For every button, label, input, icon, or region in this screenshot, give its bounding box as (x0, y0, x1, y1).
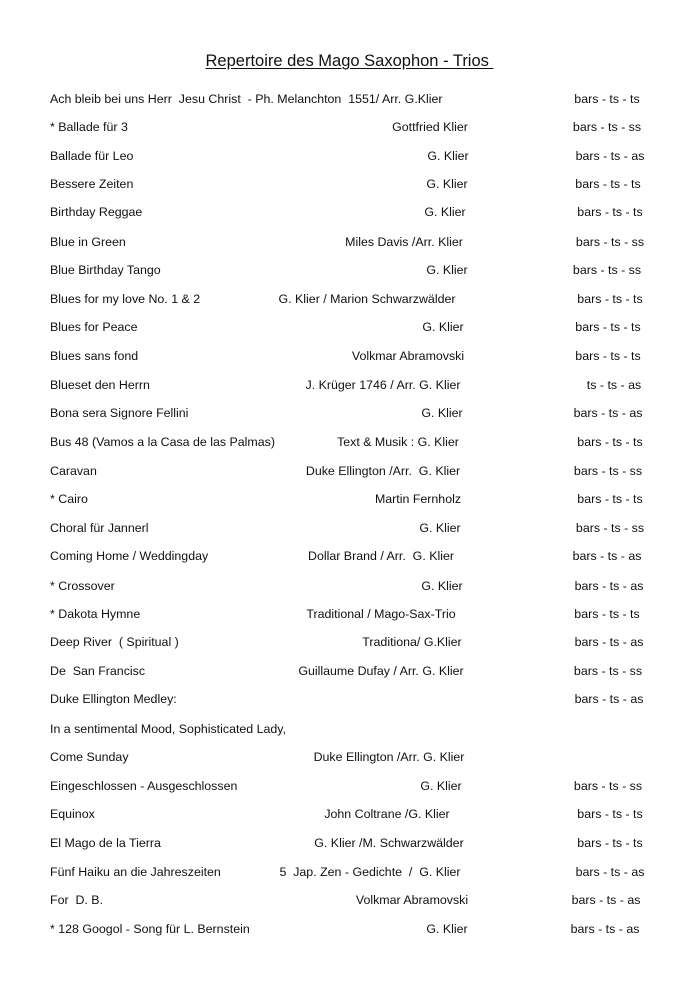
piece-title: Duke Ellington Medley: (50, 692, 177, 706)
instrumentation: bars - ts - ss (573, 464, 643, 478)
repertoire-row (0, 662, 699, 680)
piece-title: Choral für Jannerl (50, 521, 149, 535)
composer-arranger: J. Krüger 1746 / Arr. G. Klier (305, 378, 461, 392)
instrumentation: bars - ts - ts (574, 92, 640, 106)
composer-arranger: Traditional / Mago-Sax-Trio (306, 607, 456, 621)
instrumentation: bars - ts - ts (577, 205, 643, 219)
piece-title: Blues sans fond (50, 349, 139, 363)
repertoire-row (0, 605, 699, 623)
composer-arranger: Duke Ellington /Arr. G. Klier (313, 750, 465, 764)
instrumentation: bars - ts - as (570, 922, 640, 936)
composer-arranger: G. Klier (420, 779, 462, 793)
composer-arranger: Martin Fernholz (374, 492, 462, 506)
instrumentation: bars - ts - ts (577, 836, 643, 850)
composer-arranger: Gottfried Klier (392, 120, 468, 134)
composer-arranger: Guillaume Dufay / Arr. G. Klier (298, 664, 464, 678)
piece-title: Come Sunday (50, 750, 129, 764)
composer-arranger: Volkmar Abramovski (351, 349, 465, 363)
repertoire-row (0, 577, 699, 595)
instrumentation: bars - ts - as (575, 865, 645, 879)
repertoire-row (0, 834, 699, 852)
instrumentation: bars - ts - as (574, 692, 644, 706)
instrumentation: bars - ts - ts (575, 320, 641, 334)
piece-title: Ach bleib bei uns Herr Jesu Christ - Ph. Melanchton 1551/ Arr. G.Klier (50, 92, 443, 106)
instrumentation: bars - ts - as (573, 406, 643, 420)
repertoire-row (0, 118, 699, 136)
piece-title: For D. B. (50, 893, 104, 907)
piece-title: * Dakota Hymne (50, 607, 141, 621)
composer-arranger: Traditiona/ G.Klier (362, 635, 462, 649)
repertoire-row (0, 347, 699, 365)
piece-title: Blue Birthday Tango (50, 263, 161, 277)
piece-title: Bus 48 (Vamos a la Casa de las Palmas) (50, 435, 275, 449)
repertoire-row (0, 290, 699, 308)
piece-title: Birthday Reggae (50, 205, 143, 219)
piece-title: Blueset den Herrn (50, 378, 150, 392)
composer-arranger: John Coltrane /G. Klier (324, 807, 450, 821)
composer-arranger: Miles Davis /Arr. Klier (345, 235, 463, 249)
repertoire-row (0, 891, 699, 909)
composer-arranger: Volkmar Abramovski (355, 893, 469, 907)
composer-arranger: G. Klier /M. Schwarzwälder (314, 836, 464, 850)
repertoire-row (0, 490, 699, 508)
instrumentation: bars - ts - ss (572, 263, 642, 277)
instrumentation: bars - ts - ss (575, 235, 645, 249)
composer-arranger: G. Klier (421, 406, 463, 420)
piece-title: Equinox (50, 807, 95, 821)
composer-arranger: G. Klier (421, 579, 463, 593)
composer-arranger: G. Klier / Marion Schwarzwälder (278, 292, 456, 306)
repertoire-row (0, 376, 699, 394)
repertoire-row (0, 233, 699, 251)
piece-title: Ballade für Leo (50, 149, 134, 163)
repertoire-row (0, 404, 699, 422)
composer-arranger: G. Klier (427, 149, 469, 163)
composer-arranger: G. Klier (419, 521, 461, 535)
instrumentation: bars - ts - as (574, 579, 644, 593)
repertoire-row (0, 203, 699, 221)
repertoire-row (0, 777, 699, 795)
piece-title: * Crossover (50, 579, 115, 593)
repertoire-row (0, 633, 699, 651)
instrumentation: bars - ts - ts (577, 492, 643, 506)
instrumentation: bars - ts - as (572, 549, 642, 563)
instrumentation: bars - ts - as (575, 149, 645, 163)
piece-title: Fünf Haiku an die Jahreszeiten (50, 865, 221, 879)
piece-title: * 128 Googol - Song für L. Bernstein (50, 922, 250, 936)
instrumentation: bars - ts - as (571, 893, 641, 907)
repertoire-row (0, 748, 699, 766)
piece-title: Eingeschlossen - Ausgeschlossen (50, 779, 238, 793)
piece-title: In a sentimental Mood, Sophisticated Lady, (50, 722, 287, 736)
composer-arranger: G. Klier (426, 922, 468, 936)
composer-arranger: Dollar Brand / Arr. G. Klier (308, 549, 454, 563)
instrumentation: bars - ts - ss (573, 779, 643, 793)
repertoire-row (0, 318, 699, 336)
repertoire-row (0, 690, 699, 708)
composer-arranger: G. Klier (426, 177, 468, 191)
composer-arranger: Text & Musik : G. Klier (337, 435, 459, 449)
instrumentation: bars - ts - ts (575, 349, 641, 363)
piece-title: El Mago de la Tierra (50, 836, 161, 850)
repertoire-row (0, 147, 699, 165)
composer-arranger: G. Klier (426, 263, 468, 277)
instrumentation: bars - ts - ss (573, 664, 643, 678)
repertoire-row (0, 90, 699, 108)
composer-arranger: 5 Jap. Zen - Gedichte / G. Klier (279, 865, 461, 879)
instrumentation: bars - ts - ts (577, 292, 643, 306)
repertoire-row (0, 720, 699, 738)
composer-arranger: G. Klier (424, 205, 466, 219)
piece-title: Bona sera Signore Fellini (50, 406, 189, 420)
repertoire-row (0, 519, 699, 537)
repertoire-row (0, 261, 699, 279)
piece-title: De San Francisc (50, 664, 146, 678)
piece-title: Blues for Peace (50, 320, 138, 334)
page-title: Repertoire des Mago Saxophon - Trios (205, 52, 494, 70)
composer-arranger: G. Klier (422, 320, 464, 334)
instrumentation: bars - ts - ts (577, 435, 643, 449)
composer-arranger: Duke Ellington /Arr. G. Klier (305, 464, 461, 478)
repertoire-row (0, 920, 699, 938)
instrumentation: bars - ts - ts (574, 607, 640, 621)
instrumentation: bars - ts - as (574, 635, 644, 649)
piece-title: * Cairo (50, 492, 88, 506)
instrumentation: bars - ts - ss (575, 521, 645, 535)
piece-title: * Ballade für 3 (50, 120, 128, 134)
repertoire-row (0, 805, 699, 823)
repertoire-row (0, 433, 699, 451)
piece-title: Blues for my love No. 1 & 2 (50, 292, 201, 306)
instrumentation: bars - ts - ss (572, 120, 642, 134)
repertoire-row (0, 547, 699, 565)
instrumentation: bars - ts - ts (575, 177, 641, 191)
piece-title: Deep River ( Spiritual ) (50, 635, 179, 649)
repertoire-row (0, 863, 699, 881)
piece-title: Bessere Zeiten (50, 177, 134, 191)
piece-title: Coming Home / Weddingday (50, 549, 209, 563)
piece-title: Blue in Green (50, 235, 126, 249)
repertoire-row (0, 175, 699, 193)
repertoire-row (0, 462, 699, 480)
piece-title: Caravan (50, 464, 97, 478)
instrumentation: ts - ts - as (586, 378, 642, 392)
instrumentation: bars - ts - ts (577, 807, 643, 821)
